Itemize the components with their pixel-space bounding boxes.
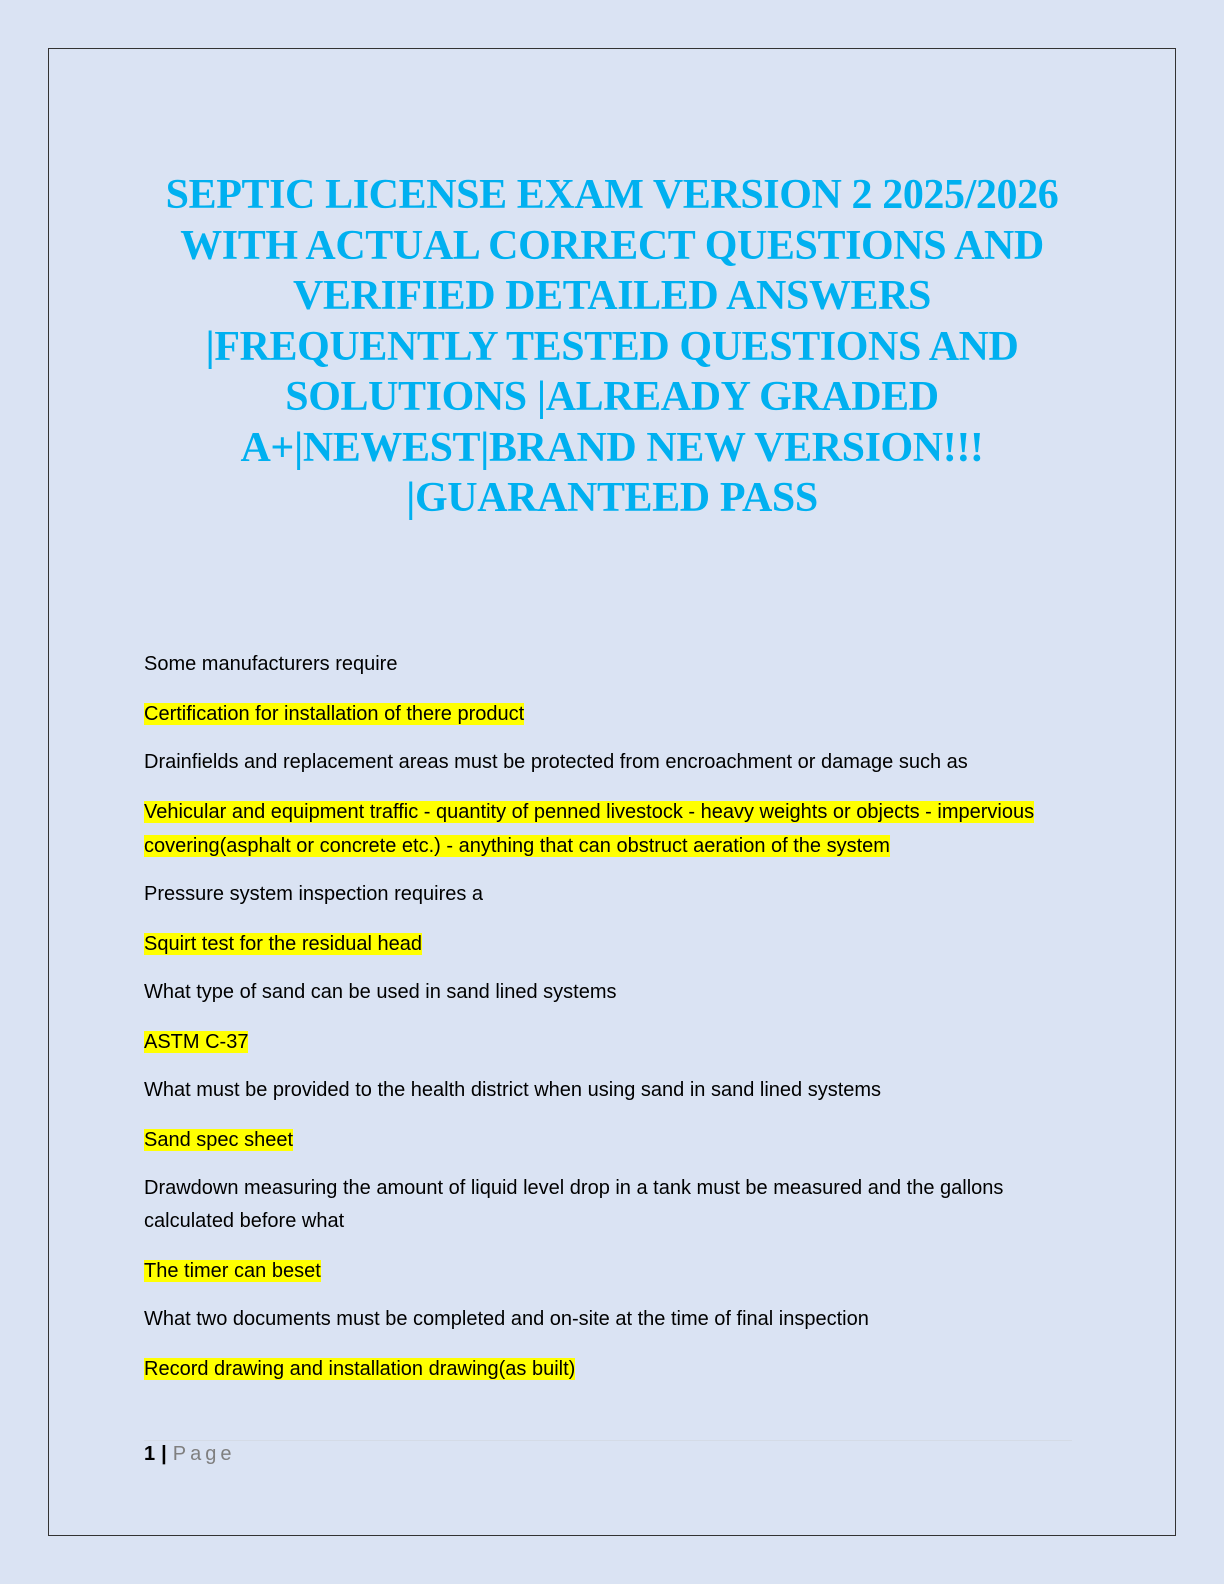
question-6 [144,1172,1044,1238]
question-1 [144,648,1044,681]
title-line: VERIFIED DETAILED ANSWERS [292,273,932,319]
question-3 [144,878,1044,911]
title-line: |FREQUENTLY TESTED QUESTIONS AND [205,323,1019,370]
question-text: What must be provided to the health district when using sand in sand lined systems [144,1079,882,1101]
title-line: A+|NEWEST|BRAND NEW VERSION!!! [240,424,984,471]
answer-highlight: The timer can beset [144,1259,321,1282]
question-4 [144,976,1044,1009]
qa-list [144,648,1044,1401]
answer-highlight: Sand spec sheet [144,1128,293,1151]
page-separator: | [161,1443,167,1465]
question-7 [144,1303,1044,1336]
question-text: What two documents must be completed and on-site at the time of final inspection [144,1308,869,1330]
title-line: |GUARANTEED PASS [406,475,818,521]
question-text: Drainfields and replacement areas must be protected from encroachment or damage such as [144,751,968,773]
document-title [140,170,1084,524]
answer-6 [144,1254,1044,1288]
answer-7 [144,1352,1044,1386]
answer-highlight: Squirt test for the residual head [144,932,422,955]
question-text: Some manufacturers require [144,653,398,675]
answer-highlight: Vehicular and equipment traffic - quantity of penned livestock - heavy weights or objects - impervious covering(asphalt or concrete etc.) - anything that can obstruct aeration of the system [144,800,1035,857]
answer-1 [144,697,1044,731]
title-line: WITH ACTUAL CORRECT QUESTIONS AND [180,222,1044,269]
question-5 [144,1074,1044,1107]
question-text: Pressure system inspection requires a [144,883,484,905]
title-line: SEPTIC LICENSE EXAM VERSION 2 2025/2026 [165,172,1059,218]
page-number: 1 [144,1443,156,1465]
answer-highlight: Certification for installation of there product [144,702,525,725]
question-2 [144,746,1044,779]
answer-2 [144,795,1044,863]
question-text: What type of sand can be used in sand lined systems [144,981,617,1003]
question-text: Drawdown measuring the amount of liquid level drop in a tank must be measured and the gallons calculated before what [144,1177,1004,1232]
answer-highlight: ASTM C-37 [144,1030,249,1053]
page-footer [144,1440,1072,1471]
answer-highlight: Record drawing and installation drawing(as built) [144,1357,576,1380]
title-line: SOLUTIONS |ALREADY GRADED [285,374,939,420]
page-label: Page [172,1443,236,1465]
answer-5 [144,1123,1044,1157]
answer-3 [144,927,1044,961]
answer-4 [144,1025,1044,1059]
